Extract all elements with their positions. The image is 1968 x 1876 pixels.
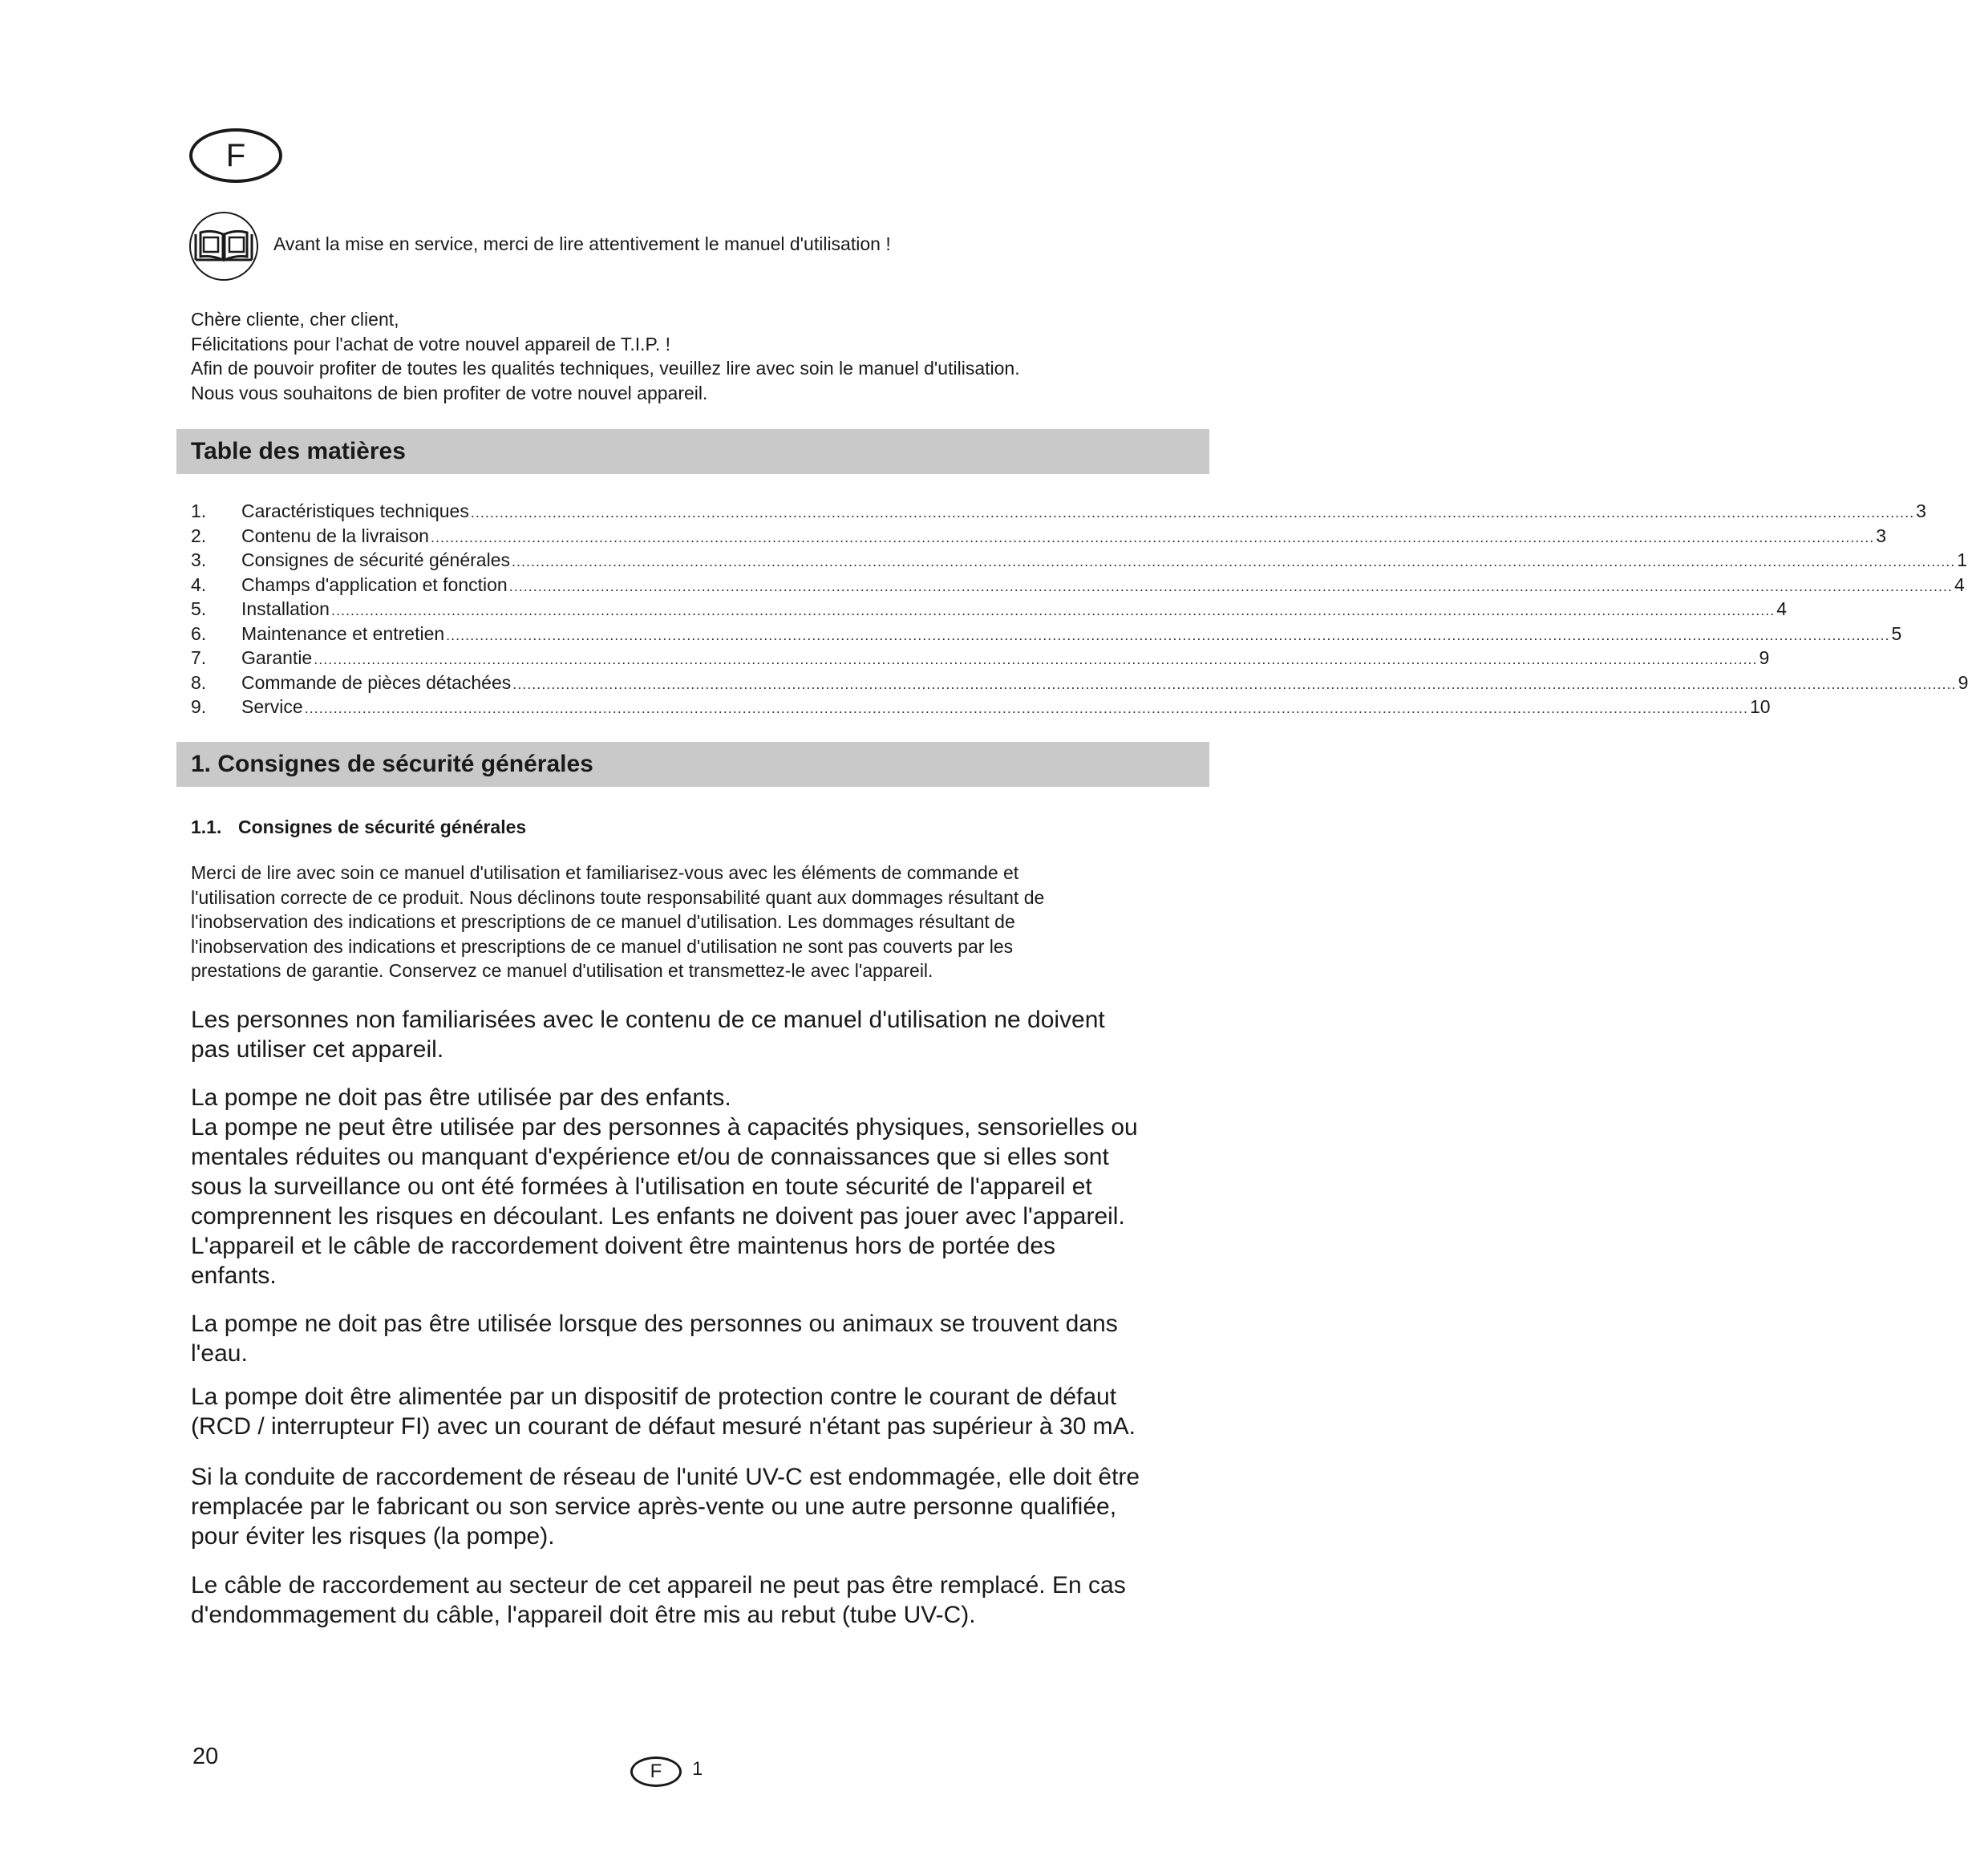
toc-dot-leader: ............................................................................................................................................................................................................................................................................................................ (446, 626, 1890, 643)
toc-entry-label: Contenu de la livraison (241, 525, 429, 546)
footer-language-label: F (650, 1761, 662, 1782)
safety-paragraph-line: d'endommagement du câble, l'appareil doit être mis au rebut (tube UV-C). (191, 1602, 976, 1628)
section-title: 1. Consignes de sécurité générales (191, 751, 593, 777)
safety-paragraph-line: La pompe ne doit pas être utilisée par des enfants. (191, 1084, 731, 1111)
toc-entry-number: 5. (191, 598, 207, 619)
safety-paragraph-line: mentales réduites ou manquant d'expérience et/ou de connaissances que si elles sont (191, 1144, 1109, 1170)
section-intro-line: l'inobservation des indications et prescriptions de ce manuel d'utilisation. Les dommages résultant de (191, 911, 1015, 932)
page-number: 20 (192, 1744, 219, 1769)
section-intro-line: Merci de lire avec soin ce manuel d'utilisation et familiarisez-vous avec les éléments de commande et (191, 862, 1019, 883)
safety-paragraph-line: sous la surveillance ou ont été formées à l'utilisation en toute sécurité de l'appareil et (191, 1173, 1092, 1200)
toc-dot-leader: ............................................................................................................................................................................................................................................................................................................ (330, 602, 1776, 618)
footer-language-badge (630, 1756, 682, 1787)
footer-section-page: 1 (692, 1758, 703, 1780)
toc-entry[interactable] (191, 622, 1902, 646)
toc-entry[interactable] (191, 499, 1926, 524)
toc-entry-number: 4. (191, 573, 207, 595)
toc-entry-page: 4 (1954, 573, 1965, 595)
language-badge (189, 128, 282, 183)
safety-paragraph-line: La pompe doit être alimentée par un dispositif de protection contre le courant de défaut (191, 1384, 1117, 1410)
toc-entry[interactable] (191, 646, 1770, 671)
safety-paragraph-line: Si la conduite de raccordement de réseau de l'unité UV-C est endommagée, elle doit être (191, 1464, 1140, 1490)
toc-entry-number: 3. (191, 549, 207, 570)
safety-paragraph (191, 1570, 1126, 1630)
toc-entry-number: 6. (191, 622, 207, 644)
toc-entry-label: Caractéristiques techniques (241, 500, 469, 521)
safety-paragraph-line: pas utiliser cet appareil. (191, 1036, 444, 1063)
table-of-contents (191, 499, 1968, 719)
toc-dot-leader: ............................................................................................................................................................................................................................................................................................................ (304, 700, 1748, 716)
toc-entry-label: Installation (241, 598, 330, 619)
section-heading (176, 742, 1209, 787)
toc-dot-leader: ............................................................................................................................................................................................................................................................................................................ (511, 553, 1956, 569)
safety-paragraph-line: comprennent les risques en découlant. Les enfants ne doivent pas jouer avec l'appareil. (191, 1203, 1125, 1230)
subsection-number: 1.1. (191, 816, 222, 837)
toc-entry-page: 1 (1957, 549, 1968, 570)
section-intro-text (191, 861, 1044, 983)
toc-entry-page: 3 (1916, 500, 1926, 521)
toc-entry[interactable] (191, 524, 1887, 549)
section-intro-line: l'inobservation des indications et prescriptions de ce manuel d'utilisation ne sont pas couverts par les (191, 935, 1014, 957)
toc-dot-leader: ............................................................................................................................................................................................................................................................................................................ (430, 529, 1875, 545)
intro-text (191, 307, 1020, 405)
safety-paragraph (191, 1382, 1136, 1441)
safety-paragraph-line: enfants. (191, 1262, 277, 1289)
toc-entry-page: 3 (1876, 525, 1887, 546)
safety-paragraph-line: l'eau. (191, 1340, 248, 1367)
toc-entry-label: Garantie (241, 647, 313, 668)
toc-entry-label: Champs d'application et fonction (241, 573, 508, 595)
safety-paragraph-line: La pompe ne doit pas être utilisée lorsque des personnes ou animaux se trouvent dans (191, 1311, 1118, 1337)
toc-title: Table des matières (191, 438, 406, 464)
toc-entry[interactable] (191, 695, 1771, 719)
toc-entry-page: 9 (1759, 647, 1770, 668)
toc-entry[interactable] (191, 597, 1788, 622)
toc-entry-page: 5 (1891, 622, 1902, 644)
toc-entry-page: 10 (1750, 696, 1771, 717)
section-intro-line: prestations de garantie. Conservez ce manuel d'utilisation et transmettez-le avec l'appareil. (191, 960, 933, 981)
toc-dot-leader: ............................................................................................................................................................................................................................................................................................................ (314, 651, 1758, 667)
toc-heading (176, 429, 1209, 474)
safety-paragraph-line: Les personnes non familiarisées avec le contenu de ce manuel d'utilisation ne doivent (191, 1007, 1105, 1033)
toc-dot-leader: ............................................................................................................................................................................................................................................................................................................ (508, 577, 1953, 594)
toc-entry-label: Commande de pièces détachées (241, 671, 512, 693)
toc-entry-number: 1. (191, 500, 207, 521)
toc-entry-number: 2. (191, 525, 207, 546)
book-icon (188, 210, 260, 282)
toc-entry[interactable] (191, 573, 1965, 598)
safety-paragraph-line: remplacée par le fabricant ou son service après-vente ou une autre personne qualifiée, (191, 1493, 1117, 1520)
subsection-title: Consignes de sécurité générales (238, 816, 527, 837)
safety-paragraph-line: (RCD / interrupteur FI) avec un courant de défaut mesuré n'étant pas supérieur à 30 mA. (191, 1413, 1136, 1440)
toc-entry[interactable] (191, 548, 1968, 573)
intro-line: Félicitations pour l'achat de votre nouvel appareil de T.I.P. ! (191, 333, 671, 355)
toc-entry-label: Consignes de sécurité générales (241, 549, 510, 570)
toc-entry[interactable] (191, 671, 1968, 695)
toc-entry-number: 9. (191, 696, 207, 717)
toc-entry-page: 9 (1958, 671, 1968, 693)
safety-paragraph-line: pour éviter les risques (la pompe). (191, 1523, 555, 1550)
safety-paragraph-line: Le câble de raccordement au secteur de cet appareil ne peut pas être remplacé. En cas (191, 1572, 1126, 1598)
safety-paragraph (191, 1309, 1118, 1368)
intro-line: Afin de pouvoir profiter de toutes les qualités techniques, veuillez lire avec soin le manuel d'utilisation. (191, 358, 1020, 379)
toc-entry-page: 4 (1776, 598, 1788, 619)
toc-entry-number: 7. (191, 647, 207, 668)
subsection-heading (191, 816, 526, 838)
safety-paragraph (191, 1083, 1138, 1291)
safety-paragraph-line: La pompe ne peut être utilisée par des personnes à capacités physiques, sensorielles ou (191, 1114, 1138, 1141)
safety-paragraph (191, 1462, 1140, 1551)
toc-entry-label: Maintenance et entretien (241, 622, 445, 644)
section-intro-line: l'utilisation correcte de ce produit. Nous déclinons toute responsabilité quant aux dommages résultant de (191, 886, 1045, 908)
safety-paragraph (191, 1005, 1105, 1064)
safety-paragraph-line: L'appareil et le câble de raccordement doivent être maintenus hors de portée des (191, 1233, 1056, 1259)
toc-entry-number: 8. (191, 671, 207, 693)
toc-entry-label: Service (241, 696, 303, 717)
intro-line: Chère cliente, cher client, (191, 309, 399, 330)
toc-dot-leader: ............................................................................................................................................................................................................................................................................................................ (512, 675, 1957, 692)
intro-line: Nous vous souhaitons de bien profiter de votre nouvel appareil. (191, 382, 708, 403)
toc-dot-leader: ............................................................................................................................................................................................................................................................................................................ (470, 504, 1915, 521)
read-manual-notice: Avant la mise en service, merci de lire attentivement le manuel d'utilisation ! (273, 233, 891, 254)
language-badge-label: F (225, 137, 246, 173)
